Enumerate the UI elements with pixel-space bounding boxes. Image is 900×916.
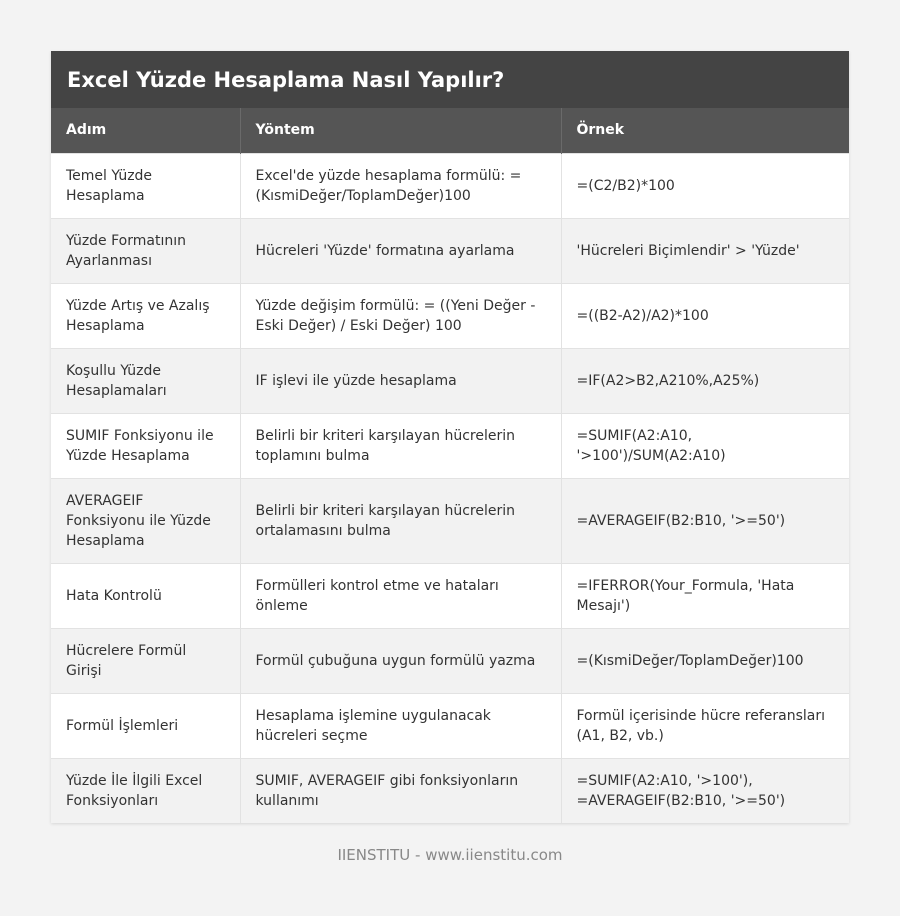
table-row: [51, 348, 849, 413]
method-cell: Belirli bir kriteri karşılayan hücrelerin ortalamasını bulma: [240, 478, 561, 563]
step-cell: Temel Yüzde Hesaplama: [51, 153, 240, 218]
example-cell: =SUMIF(A2:A10, '>100')/SUM(A2:A10): [561, 413, 849, 478]
table-row: [51, 478, 849, 563]
example-cell: =(C2/B2)*100: [561, 153, 849, 218]
method-cell: SUMIF, AVERAGEIF gibi fonksiyonların kullanımı: [240, 758, 561, 823]
table-row: [51, 218, 849, 283]
step-cell: Hücrelere Formül Girişi: [51, 628, 240, 693]
step-cell: Yüzde Formatının Ayarlanması: [51, 218, 240, 283]
table-row: [51, 153, 849, 218]
method-cell: IF işlevi ile yüzde hesaplama: [240, 348, 561, 413]
step-cell: Koşullu Yüzde Hesaplamaları: [51, 348, 240, 413]
table-row: [51, 628, 849, 693]
column-header-example: Örnek: [576, 122, 625, 139]
example-cell: =AVERAGEIF(B2:B10, '>=50'): [561, 478, 849, 563]
footer-credit: IIENSTITU - www.iienstitu.com: [337, 846, 563, 864]
method-cell: Excel'de yüzde hesaplama formülü: = (KısmiDeğer/ToplamDeğer)100: [240, 153, 561, 218]
header-row: [51, 108, 849, 153]
column-header-step: Adım: [51, 108, 240, 153]
example-cell: =SUMIF(A2:A10, '>100'), =AVERAGEIF(B2:B10, '>=50'): [561, 758, 849, 823]
table-row: [51, 283, 849, 348]
example-cell: =((B2-A2)/A2)*100: [561, 283, 849, 348]
method-cell: Formülleri kontrol etme ve hataları önleme: [240, 563, 561, 628]
step-cell: SUMIF Fonksiyonu ile Yüzde Hesaplama: [51, 413, 240, 478]
method-cell: Formül çubuğuna uygun formülü yazma: [240, 628, 561, 693]
step-cell: Yüzde Artış ve Azalış Hesaplama: [51, 283, 240, 348]
step-cell: Formül İşlemleri: [51, 693, 240, 758]
table-body: [51, 153, 849, 823]
table-title: Excel Yüzde Hesaplama Nasıl Yapılır?: [51, 51, 849, 108]
example-cell: Formül içerisinde hücre referansları (A1, B2, vb.): [561, 693, 849, 758]
method-cell: Belirli bir kriteri karşılayan hücrelerin toplamını bulma: [240, 413, 561, 478]
table-row: [51, 693, 849, 758]
example-cell: =(KısmiDeğer/ToplamDeğer)100: [561, 628, 849, 693]
table-row: [51, 413, 849, 478]
example-cell: =IF(A2>B2,A210%,A25%): [561, 348, 849, 413]
data-table: [51, 108, 849, 823]
table-row: [51, 563, 849, 628]
table-header: [51, 108, 849, 153]
example-cell: =IFERROR(Your_Formula, 'Hata Mesajı'): [561, 563, 849, 628]
table-card: [51, 51, 849, 823]
step-cell: AVERAGEIF Fonksiyonu ile Yüzde Hesaplama: [51, 478, 240, 563]
method-cell: Hesaplama işlemine uygulanacak hücreleri seçme: [240, 693, 561, 758]
step-cell: Hata Kontrolü: [51, 563, 240, 628]
step-cell: Yüzde İle İlgili Excel Fonksiyonları: [51, 758, 240, 823]
column-header-method: Yöntem: [240, 108, 561, 153]
method-cell: Yüzde değişim formülü: = ((Yeni Değer - Eski Değer) / Eski Değer) 100: [240, 283, 561, 348]
table-row: [51, 758, 849, 823]
method-cell: Hücreleri 'Yüzde' formatına ayarlama: [240, 218, 561, 283]
example-cell: 'Hücreleri Biçimlendir' > 'Yüzde': [561, 218, 849, 283]
